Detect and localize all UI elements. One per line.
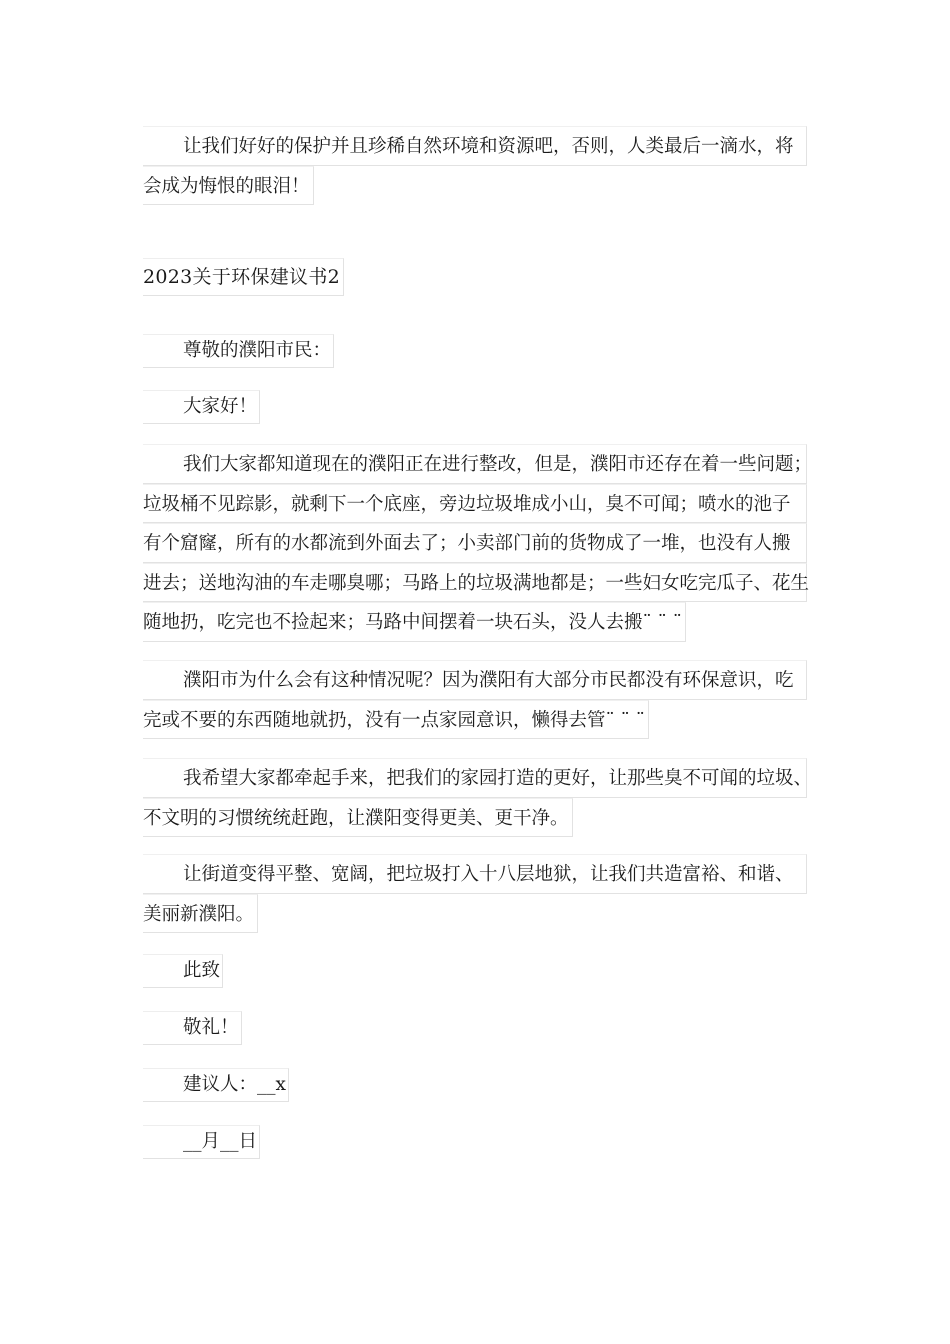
paragraph-line: 垃圾桶不见踪影，就剩下一个底座，旁边垃圾堆成小山，臭不可闻；喷水的池子 <box>143 484 807 524</box>
paragraph-line: 让街道变得平整、宽阔，把垃圾打入十八层地狱，让我们共造富裕、和谐、 <box>143 854 807 894</box>
paragraph-line: 不文明的习惯统统赶跑，让濮阳变得更美、更干净。 <box>143 798 573 838</box>
paragraph-line: 随地扔，吃完也不捡起来；马路中间摆着一块石头，没人去搬¨ ¨ ¨ <box>143 602 686 642</box>
paragraph-line: 美丽新濮阳。 <box>143 894 258 934</box>
paragraph-hope <box>143 758 813 838</box>
paragraph-line: 会成为悔恨的眼泪！ <box>143 166 314 206</box>
paragraph-line: 让我们好好的保护并且珍稀自然环境和资源吧，否则，人类最后一滴水，将 <box>143 126 807 166</box>
salutation: 尊敬的濮阳市民： <box>143 334 334 368</box>
closing-ci-zhi: 此致 <box>143 954 223 988</box>
paragraph-line: 濮阳市为什么会有这种情况呢？因为濮阳有大部分市民都没有环保意识，吃 <box>143 660 807 700</box>
paragraph-line: 我们大家都知道现在的濮阳正在进行整改，但是，濮阳市还存在着一些问题； <box>143 444 807 484</box>
paragraph-reasons <box>143 660 807 740</box>
closing-jing-li: 敬礼！ <box>143 1011 242 1045</box>
date-line: __月__日 <box>143 1125 260 1159</box>
paragraph-line: 完或不要的东西随地就扔，没有一点家园意识，懒得去管¨ ¨ ¨ <box>143 700 649 740</box>
section-heading: 2023关于环保建议书2 <box>143 258 344 296</box>
paragraph-problems <box>143 444 813 643</box>
paragraph-line: 进去；送地沟油的车走哪臭哪；马路上的垃圾满地都是；一些妇女吃完瓜子、花生 <box>143 563 807 603</box>
paragraph-line: 我希望大家都牵起手来，把我们的家园打造的更好，让那些臭不可闻的垃圾、 <box>143 758 807 798</box>
paragraph-line: 有个窟窿，所有的水都流到外面去了；小卖部门前的货物成了一堆，也没有人搬 <box>143 523 807 563</box>
top-paragraph <box>143 126 807 206</box>
paragraph-vision <box>143 854 807 934</box>
greeting: 大家好！ <box>143 390 260 424</box>
signer-line: 建议人：__x <box>143 1068 289 1102</box>
